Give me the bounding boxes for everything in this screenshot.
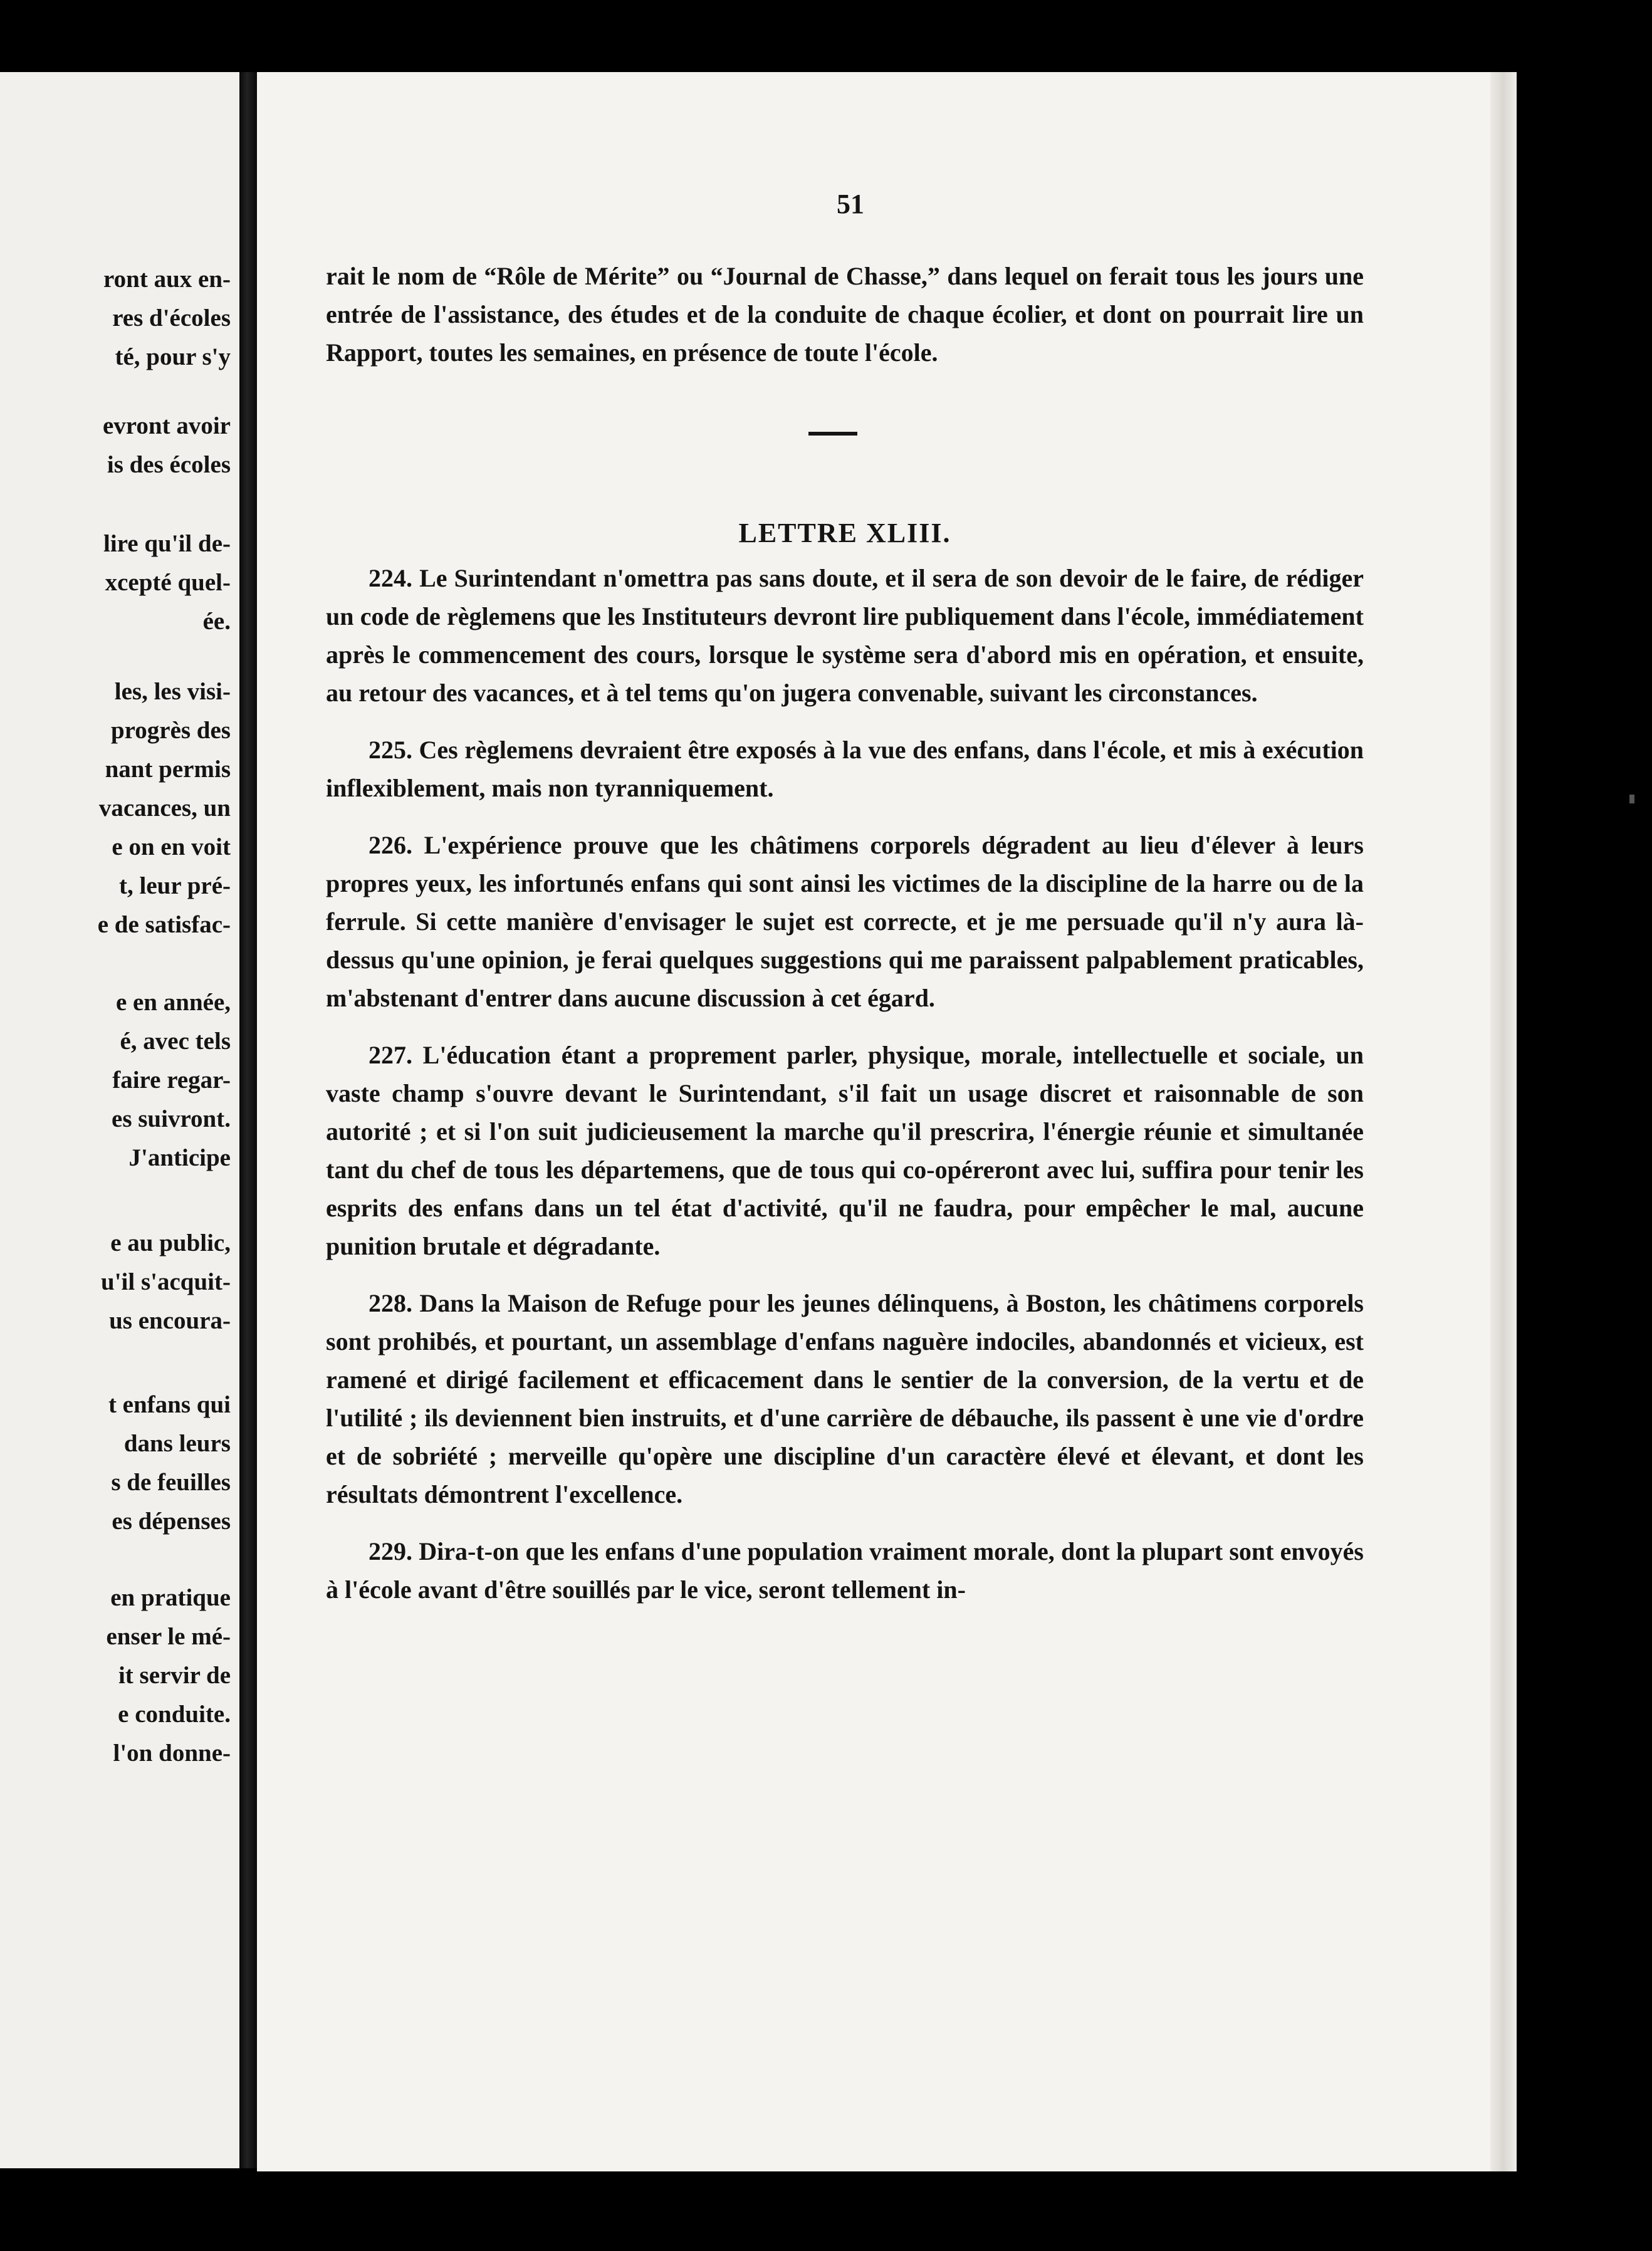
left-page-line: it servir de xyxy=(118,1662,231,1689)
left-page-line: nant permis xyxy=(105,756,231,783)
left-page-line: dans leurs xyxy=(123,1430,231,1457)
left-page-line: s de feuilles xyxy=(111,1469,231,1496)
left-page-line: e au public, xyxy=(110,1230,231,1256)
left-page-line: J'anticipe xyxy=(128,1144,231,1171)
left-page-line: e conduite. xyxy=(118,1701,231,1728)
left-page-line: evront avoir xyxy=(103,412,231,439)
paragraph-number: 227. xyxy=(369,1041,412,1069)
paragraph-228 xyxy=(326,1284,1364,1513)
left-page-line: es dépenses xyxy=(112,1508,231,1535)
paragraph-number: 229. xyxy=(369,1537,412,1565)
page-edge-shadow xyxy=(1490,72,1517,2171)
paragraph-number: 225. xyxy=(369,736,412,764)
left-page-line: lire qu'il de- xyxy=(103,530,231,557)
left-page-line: u'il s'acquit- xyxy=(101,1268,231,1295)
book-gutter xyxy=(239,72,258,2168)
scan-speck xyxy=(1629,795,1634,803)
paragraph-224 xyxy=(326,559,1364,712)
paragraph-text: Dira-t-on que les enfans d'une population vraiment morale, dont la plupart sont envoyés à l'école avant d'être souillés par le vice, seront tellement in- xyxy=(326,1537,1364,1604)
paragraph-text: Le Surintendant n'omettra pas sans doute, et il sera de son devoir de le faire, de rédiger un code de règlemens que les Instituteurs devront lire publiquement dans l'école, immédiatement après le commencement des cours, lorsque le système sera d'abord mis en opération, et ensuite, au retour des vacances, et à tel tems qu'on jugera convenable, suivant les circonstances. xyxy=(326,564,1364,707)
paragraph-225 xyxy=(326,731,1364,807)
left-page-line: les, les visi- xyxy=(114,678,231,705)
paragraph-226 xyxy=(326,826,1364,1017)
left-page-line: enser le mé- xyxy=(106,1623,231,1650)
left-page-line: xcepté quel- xyxy=(105,569,231,596)
left-page-line: es suivront. xyxy=(112,1105,231,1132)
left-page-line: l'on donne- xyxy=(113,1740,231,1767)
paragraph-text: Dans la Maison de Refuge pour les jeunes délinquens, à Boston, les châtimens corporels sont prohibés, et pourtant, un assemblage d'enfans naguère indociles, abandonnés et vicieux, est ramené et dirigé facilement et efficacement dans le sentier de la conversion, de la vertu et de l'utilité ; ils deviennent bien instruits, et d'une carrière de débauche, ils passent è une vie d'ordre et de sobriété ; merveille qu'opère une discipline d'un caractère élevé et élevant, et dont les résultats démontrent l'excellence. xyxy=(326,1289,1364,1508)
opening-paragraph: rait le nom de “Rôle de Mérite” ou “Journal de Chasse,” dans lequel on ferait tous les jours une entrée de l'assistance, des études et de la conduite de chaque écolier, et dont on pourrait lire un Rapport, toutes les semaines, en présence de toute l'école. xyxy=(326,262,1364,367)
page-number: 51 xyxy=(837,189,864,219)
left-page-line: progrès des xyxy=(110,717,231,744)
left-page-line: é, avec tels xyxy=(120,1028,231,1055)
left-page-line: ée. xyxy=(202,608,231,635)
left-page-line: e de satisfac- xyxy=(97,911,231,938)
paragraph-number: 228. xyxy=(369,1289,412,1317)
left-page-line: t, leur pré- xyxy=(119,872,231,899)
paragraph-text: Ces règlemens devraient être exposés à la vue des enfans, dans l'école, et mis à exécution inflexiblement, mais non tyranniquement. xyxy=(326,736,1364,802)
paragraph-number: 226. xyxy=(369,831,412,859)
left-page-line: té, pour s'y xyxy=(115,343,231,370)
left-page-line: t enfans qui xyxy=(108,1391,231,1418)
paragraph-227 xyxy=(326,1036,1364,1265)
left-page-line: faire regar- xyxy=(112,1067,231,1094)
left-page-line: vacances, un xyxy=(98,795,231,822)
paragraph-text: L'éducation étant a proprement parler, physique, morale, intellectuelle et sociale, un vaste champ s'ouvre devant le Surintendant, s'il fait un usage discret et raisonnable de son autorité ; et si l'on suit judicieusement la marche qu'il prescrira, l'énergie réunie et simultanée tant du chef de tous les départemens, que de tous qui co-opéreront avec lui, suffira pour tenir les esprits des enfans dans un tel état d'activité, qu'il ne faudra, pour empêcher le mal, aucune punition brutale et dégradante. xyxy=(326,1041,1364,1260)
left-page-line: is des écoles xyxy=(107,451,231,478)
left-page-line: e on en voit xyxy=(112,833,231,860)
letter-heading: LETTRE XLIII. xyxy=(738,518,951,548)
left-page-line: res d'écoles xyxy=(112,305,231,332)
page-body xyxy=(326,257,1364,1609)
left-page-line: en pratique xyxy=(110,1584,231,1611)
left-page-line: ront aux en- xyxy=(103,266,231,293)
paragraph-number: 224. xyxy=(369,564,412,592)
left-page-line: e en année, xyxy=(115,989,231,1016)
paragraph-229 xyxy=(326,1532,1364,1609)
paragraph-text: L'expérience prouve que les châtimens corporels dégradent au lieu d'élever à leurs propres yeux, les infortunés enfans qui sont ainsi les victimes de la discipline de la harre ou de la ferrule. Si cette manière d'envisager le sujet est correcte, et je me persuade qu'il n'y aura là-dessus qu'une opinion, je ferai quelques suggestions qui me paraissent palpablement praticables, m'abstenant d'entrer dans aucune discussion à cet égard. xyxy=(326,831,1364,1012)
left-page-fragment xyxy=(0,72,239,2168)
left-page-line: us encoura- xyxy=(109,1307,231,1334)
section-divider xyxy=(808,432,857,436)
